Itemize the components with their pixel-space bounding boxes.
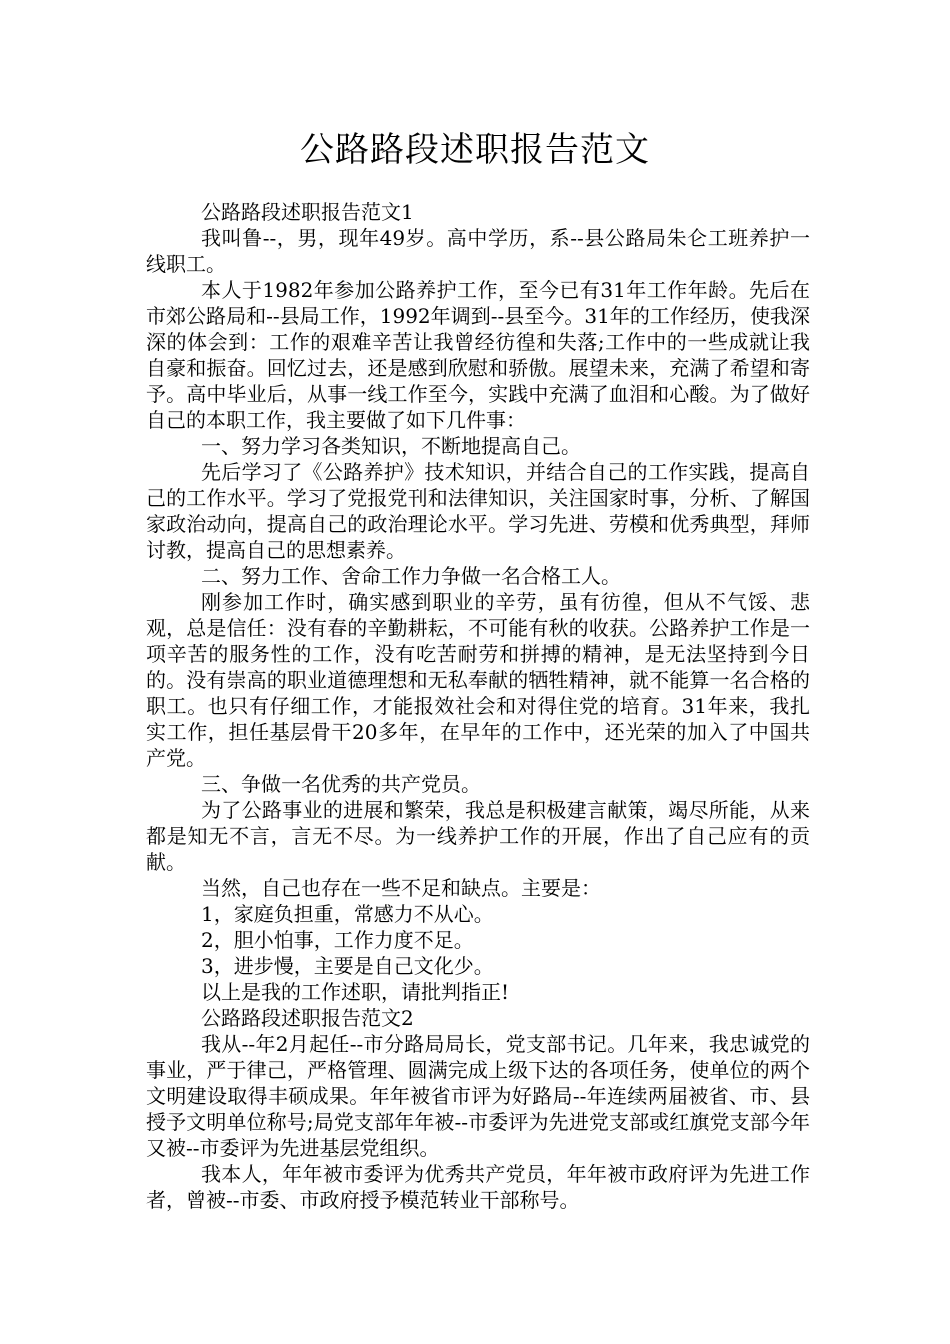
paragraph-section-heading: 公路路段述职报告范文2 — [201, 1006, 414, 1030]
paragraph: 当然，自己也存在一些不足和缺点。主要是： — [201, 876, 601, 900]
document-title: 公路路段述职报告范文 — [300, 130, 650, 170]
paragraph-heading: 二、努力工作、舍命工作力争做一名合格工人。 — [201, 564, 621, 588]
paragraph-section-heading: 公路路段述职报告范文1 — [201, 200, 414, 224]
paragraph: 刚参加工作时，确实感到职业的辛劳，虽有彷徨，但从不气馁、悲观，总是信任：没有春的辛勤耕耘，不可能有秋的收获。公路养护工作是一项辛苦的服务性的工作，没有吃苦耐劳和拼搏的精神，是无法坚持到今日的。没有崇高的职业道德理想和无私奉献的牺牲精神，就不能算一名合格的职工。也只有仔细工作，才能报效社会和对得住党的培育。31年来，我扎实工作，担任基层骨干20多年，在早年的工作中，还光荣的加入了中国共产党。 — [146, 590, 810, 770]
paragraph: 以上是我的工作述职，请批判指正! — [201, 980, 510, 1004]
paragraph: 本人于1982年参加公路养护工作，至今已有31年工作年龄。先后在市郊公路局和--县局工作，1992年调到--县至今。31年的工作经历，使我深深的体会到：工作的艰难辛苦让我曾经彷徨和失落;工作中的一些成就让我自豪和振奋。回忆过去，还是感到欣慰和骄傲。展望未来，充满了希望和寄予。高中毕业后，从事一线工作至今，实践中充满了血泪和心酸。为了做好自己的本职工作，我主要做了如下几件事： — [146, 278, 810, 432]
paragraph: 先后学习了《公路养护》技术知识，并结合自己的工作实践，提高自己的工作水平。学习了党报党刊和法律知识，关注国家时事，分析、了解国家政治动向，提高自己的政治理论水平。学习先进、劳模和优秀典型，拜师讨教，提高自己的思想素养。 — [146, 460, 810, 562]
list-item: 1，家庭负担重，常感力不从心。 — [201, 902, 494, 926]
list-item: 3，进步慢，主要是自己文化少。 — [201, 954, 494, 978]
paragraph: 为了公路事业的进展和繁荣，我总是积极建言献策，竭尽所能，从来都是知无不言，言无不尽。为一线养护工作的开展，作出了自己应有的贡献。 — [146, 798, 810, 874]
paragraph-heading: 一、努力学习各类知识，不断地提高自己。 — [201, 434, 581, 458]
paragraph: 我从--年2月起任--市分路局局长，党支部书记。几年来，我忠诚党的事业，严于律己，严格管理、圆满完成上级下达的各项任务，使单位的两个文明建设取得丰硕成果。年年被省市评为好路局--年连续两届被省、市、县授予文明单位称号;局党支部年年被--市委评为先进党支部或红旗党支部今年又被--市委评为先进基层党组织。 — [146, 1032, 810, 1160]
document-body — [146, 199, 810, 1213]
list-item: 2，胆小怕事，工作力度不足。 — [201, 928, 474, 952]
paragraph: 我本人，年年被市委评为优秀共产党员，年年被市政府评为先进工作者，曾被--市委、市政府授予模范转业干部称号。 — [146, 1162, 810, 1212]
paragraph-heading: 三、争做一名优秀的共产党员。 — [201, 772, 481, 796]
paragraph: 我叫鲁--，男，现年49岁。高中学历，系--县公路局朱仑工班养护一线职工。 — [146, 226, 810, 276]
